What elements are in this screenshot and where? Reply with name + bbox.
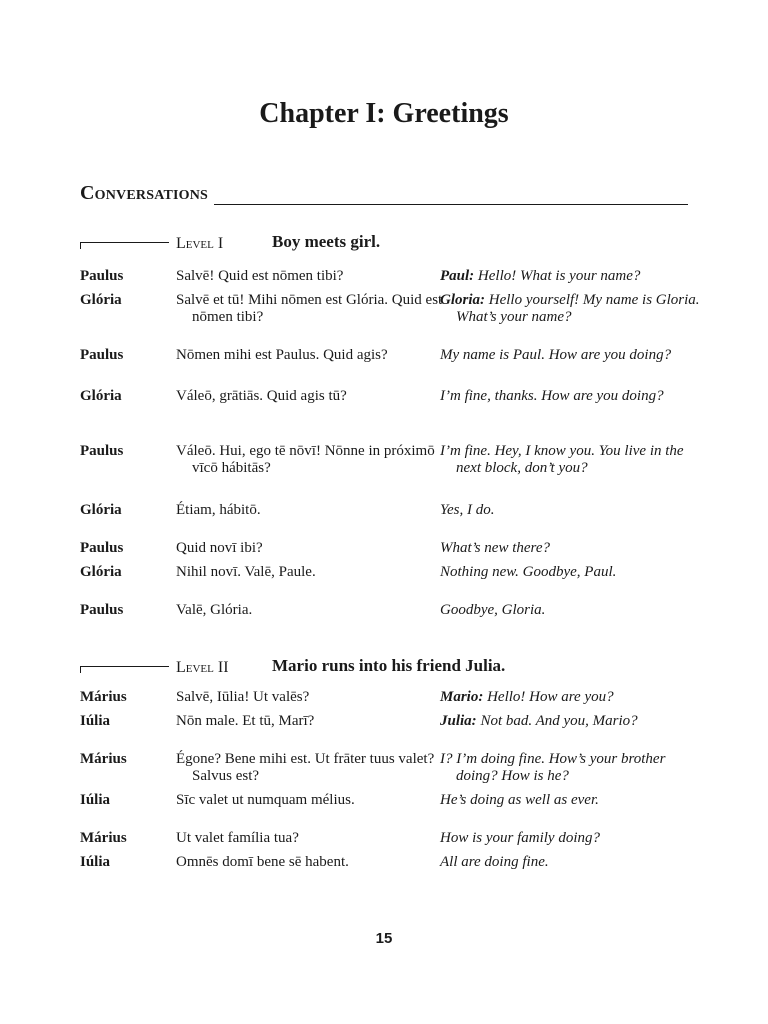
english-speaker: Julia: [440, 713, 477, 729]
english-line: All are doing fine. [440, 854, 549, 870]
section-heading-text: Conversations [80, 182, 214, 205]
level-label: Level II [176, 659, 229, 676]
english-speaker: Gloria: [440, 292, 485, 308]
speaker-name: Glória [80, 502, 122, 518]
english-text: Hello! How are you? [487, 689, 614, 705]
english-speaker: Mario: [440, 689, 484, 705]
speaker-name: Glória [80, 388, 122, 404]
english-line [440, 268, 706, 285]
english-line [440, 713, 706, 730]
english-line: My name is Paul. How are you doing? [440, 347, 672, 363]
speaker-name: Paulus [80, 540, 124, 556]
latin-line: Égone? Bene mihi est. Ut frāter tuus valet? Salvus est? [176, 751, 435, 784]
speaker-name: Iúlia [80, 854, 111, 870]
speaker-name: Paulus [80, 443, 124, 459]
english-line: How is your family doing? [440, 830, 600, 846]
english-text: Hello! What is your name? [477, 268, 641, 284]
latin-line: Váleō, grātiās. Quid agis tū? [176, 388, 347, 404]
latin-line: Váleō. Hui, ego tē nōvī! Nōnne in próximō vīcō hábitās? [176, 443, 435, 476]
english-line: I? I’m doing fine. How’s your brother doing? How is he? [440, 751, 666, 784]
level-heading [80, 656, 700, 683]
english-text: Hello yourself! My name is Gloria. What’s your name? [456, 292, 700, 325]
latin-line: Ut valet família tua? [176, 830, 299, 846]
level-label: Level I [176, 235, 224, 252]
speaker-name: Glória [80, 292, 122, 308]
english-text: Not bad. And you, Mario? [480, 713, 638, 729]
english-line [440, 689, 706, 706]
english-line: What’s new there? [440, 540, 550, 556]
speaker-name: Paulus [80, 268, 124, 284]
english-line: I’m fine. Hey, I know you. You live in the next block, don’t you? [440, 443, 684, 476]
latin-line: Nihil novī. Valē, Paule. [176, 564, 316, 580]
speaker-name: Paulus [80, 347, 124, 363]
level-title: Mario runs into his friend Julia. [272, 656, 506, 675]
speaker-name: Márius [80, 751, 127, 767]
latin-line: Salvē, Iūlia! Ut valēs? [176, 689, 310, 705]
latin-line: Salvē! Quid est nōmen tibi? [176, 268, 344, 284]
english-line: Yes, I do. [440, 502, 495, 518]
speaker-name: Iúlia [80, 792, 111, 808]
section-heading [80, 180, 688, 205]
speaker-name: Iúlia [80, 713, 111, 729]
latin-line: Étiam, hábitō. [176, 502, 261, 518]
english-line: Nothing new. Goodbye, Paul. [440, 564, 617, 580]
level-rule [80, 242, 169, 249]
latin-line: Omnēs domī bene sē habent. [176, 854, 349, 870]
chapter-title: Chapter I: Greetings [259, 98, 509, 129]
speaker-name: Márius [80, 830, 127, 846]
level-title: Boy meets girl. [272, 232, 381, 251]
english-speaker: Paul: [440, 268, 475, 284]
latin-line: Nōmen mihi est Paulus. Quid agis? [176, 347, 388, 363]
english-line [440, 292, 706, 326]
latin-line: Nōn male. Et tū, Marī? [176, 713, 315, 729]
level-heading [80, 232, 700, 259]
latin-line: Sīc valet ut numquam mélius. [176, 792, 355, 808]
english-line: Goodbye, Gloria. [440, 602, 546, 618]
speaker-name: Glória [80, 564, 122, 580]
speaker-name: Paulus [80, 602, 124, 618]
speaker-name: Márius [80, 689, 127, 705]
latin-line: Quid novī ibi? [176, 540, 263, 556]
latin-line: Valē, Glória. [176, 602, 253, 618]
english-line: He’s doing as well as ever. [440, 792, 599, 808]
english-line: I’m fine, thanks. How are you doing? [440, 388, 664, 404]
level-rule [80, 666, 169, 673]
latin-line: Salvē et tū! Mihi nōmen est Glória. Quid est nōmen tibi? [176, 292, 443, 325]
page-number: 15 [375, 930, 393, 947]
